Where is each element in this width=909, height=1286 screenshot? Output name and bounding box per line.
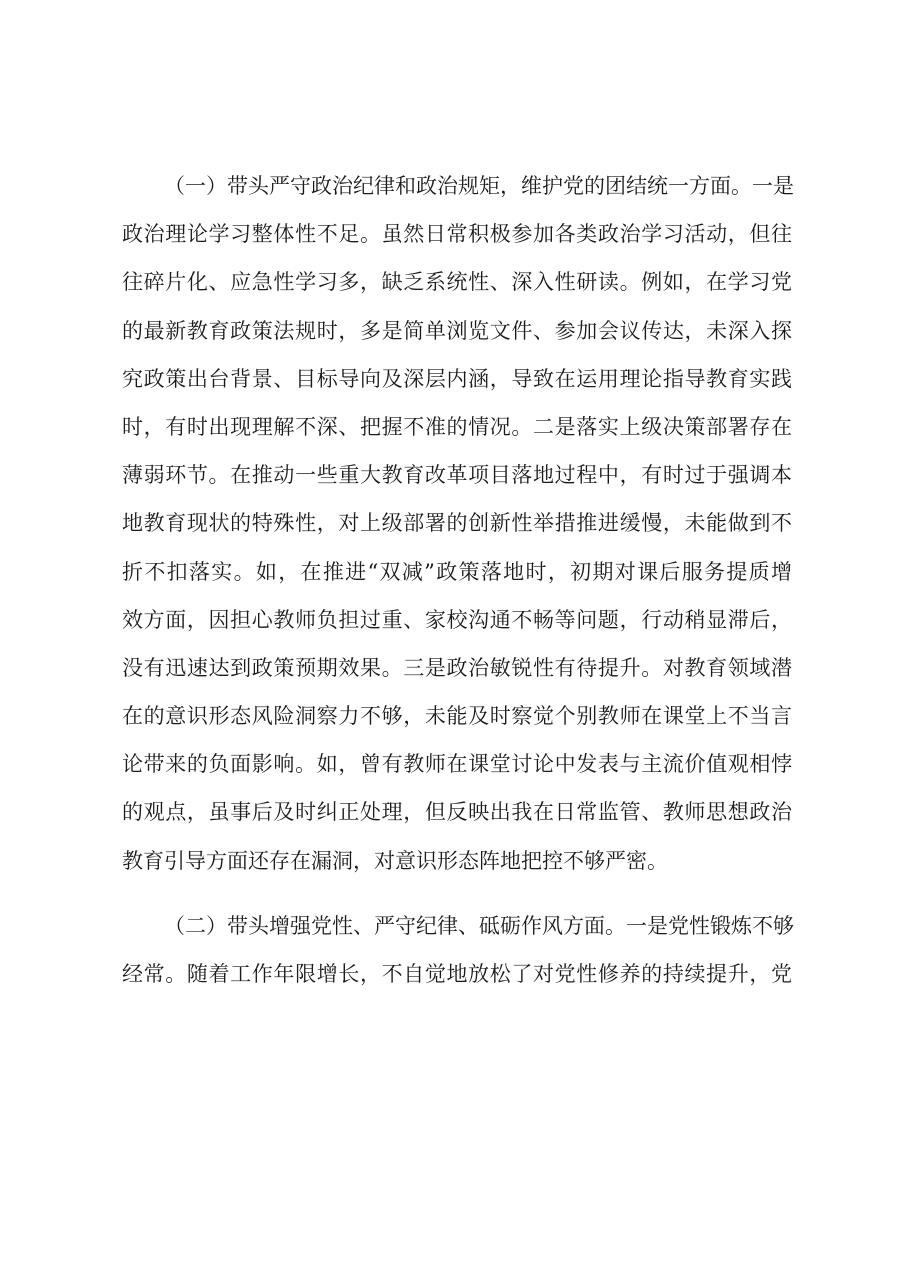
paragraph-2: [122, 902, 792, 998]
text-line: （二）带头增强党性、严守纪律、砥砺作风方面。一是党性锻炼不够: [164, 913, 794, 938]
text-line: 经常。随着工作年限增长，不自觉地放松了对党性修养的持续提升，党: [122, 962, 792, 986]
paragraph-1: [122, 162, 792, 885]
text-line: 效方面，因担心教师负担过重、家校沟通不畅等问题，行动稍显滞后，: [122, 607, 792, 632]
text-line: （一）带头严守政治纪律和政治规矩，维护党的团结统一方面。一是: [164, 174, 794, 198]
text-line: 究政策出台背景、目标导向及深层内涵，导致在运用理论指导教育实践: [122, 366, 792, 391]
text-line: 的最新教育政策法规时，多是简单浏览文件、参加会议传达，未深入探: [122, 318, 792, 343]
text-line: 论带来的负面影响。如，曾有教师在课堂讨论中发表与主流价值观相悖: [122, 752, 792, 777]
text-line: 教育引导方面还存在漏洞，对意识形态阵地把控不够严密。: [122, 848, 668, 873]
text-line: 在的意识形态风险洞察力不够，未能及时察觉个别教师在课堂上不当言: [122, 704, 792, 729]
text-line: 的观点，虽事后及时纠正处理，但反映出我在日常监管、教师思想政治: [122, 800, 792, 825]
text-line: 往碎片化、应急性学习多，缺乏系统性、深入性研读。例如，在学习党: [122, 270, 792, 295]
text-line: 地教育现状的特殊性，对上级部署的创新性举措推进缓慢，未能做到不: [122, 511, 792, 536]
text-line: 时，有时出现理解不深、把握不准的情况。二是落实上级决策部署存在: [122, 414, 792, 439]
text-line: 没有迅速达到政策预期效果。三是政治敏锐性有待提升。对教育领域潜: [122, 655, 792, 680]
document-body: [122, 162, 792, 998]
text-line: 政治理论学习整体性不足。虽然日常积极参加各类政治学习活动，但往: [122, 222, 792, 247]
paragraph-spacer: [122, 885, 792, 902]
text-line: 折不扣落实。如，在推进“双减”政策落地时，初期对课后服务提质增: [122, 559, 792, 584]
text-line: 薄弱环节。在推动一些重大教育改革项目落地过程中，有时过于强调本: [122, 463, 792, 488]
